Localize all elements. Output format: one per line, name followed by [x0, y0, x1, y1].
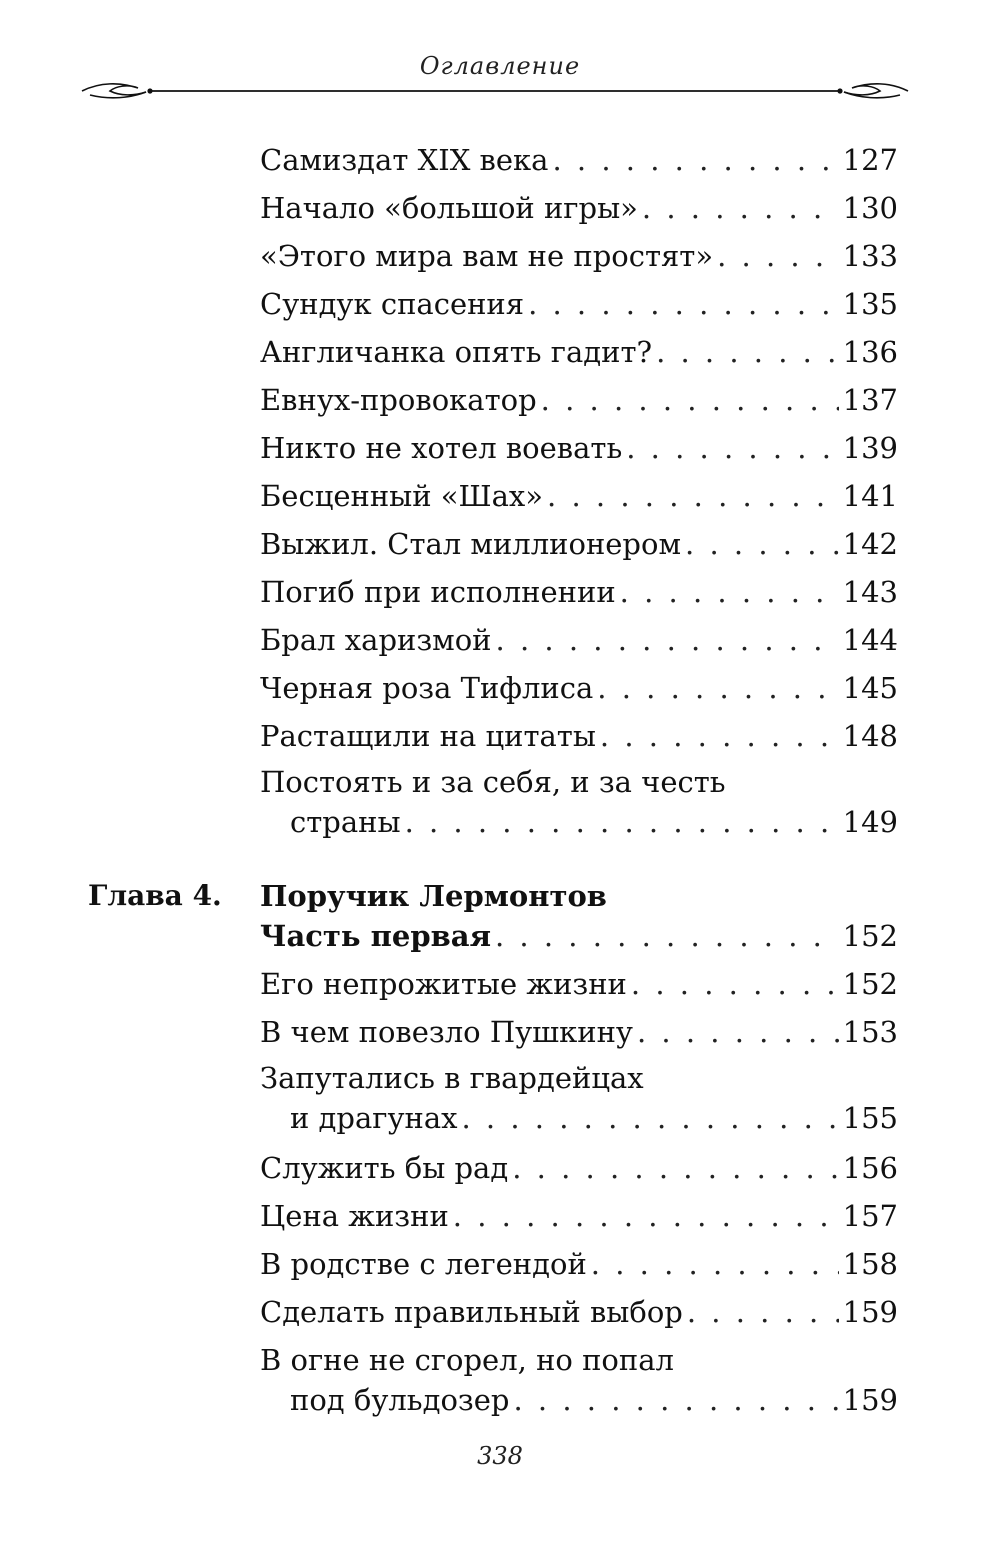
toc-entry-title: Выжил. Стал миллионером — [260, 527, 682, 561]
toc-entry-page: 136 — [842, 335, 898, 369]
toc-entry-page: 141 — [842, 479, 898, 513]
toc-entry-page: 155 — [842, 1101, 898, 1135]
toc-entry[interactable] — [260, 1244, 898, 1284]
leader-dots — [495, 916, 839, 956]
toc-entry-page: 142 — [842, 527, 898, 561]
toc-entry-title-continued: страны — [290, 805, 401, 839]
toc-entry-title: Служить бы рад — [260, 1151, 509, 1185]
toc-entry-page: 153 — [842, 1015, 898, 1049]
leader-dots — [496, 620, 839, 660]
running-head: Оглавление — [419, 52, 581, 80]
chapter-title: Поручик Лермонтов — [260, 879, 607, 913]
toc-entry[interactable] — [260, 188, 898, 228]
toc-entry-page: 145 — [842, 671, 898, 705]
toc-entry-page: 135 — [842, 287, 898, 321]
toc-entry-page: 152 — [842, 967, 898, 1001]
toc-entry[interactable] — [260, 1196, 898, 1236]
toc-entry-title: Никто не хотел воевать — [260, 431, 623, 465]
toc-entry-page: 137 — [842, 383, 898, 417]
toc-entry[interactable] — [260, 524, 898, 564]
toc-entry-title: Сделать правильный выбор — [260, 1295, 683, 1329]
toc-entry-page: 156 — [842, 1151, 898, 1185]
toc-entry-page: 159 — [842, 1295, 898, 1329]
toc-entry-title: Бесценный «Шах» — [260, 479, 544, 513]
toc-entry-title: Постоять и за себя, и за честь — [260, 765, 726, 799]
leader-dots — [685, 524, 839, 564]
toc-entry-title: В огне не сгорел, но попал — [260, 1343, 674, 1377]
toc-entry-title: Англичанка опять гадит? — [260, 335, 653, 369]
toc-entry[interactable] — [260, 140, 898, 180]
leader-dots — [453, 1196, 839, 1236]
toc-entry-page: 127 — [842, 143, 898, 177]
toc-entry-page: 158 — [842, 1247, 898, 1281]
toc-entry-title: Евнух-провокатор — [260, 383, 537, 417]
leader-dots — [528, 284, 839, 324]
leader-dots — [552, 140, 838, 180]
leader-dots — [637, 1012, 839, 1052]
toc-entry[interactable] — [260, 236, 898, 276]
toc-entry-title: Запутались в гвардейцах — [260, 1061, 644, 1095]
leader-dots — [642, 188, 839, 228]
leader-dots — [620, 572, 839, 612]
toc-entry[interactable] — [260, 964, 898, 1004]
toc-entry[interactable] — [260, 380, 898, 420]
leader-dots — [597, 668, 838, 708]
toc-entry[interactable] — [260, 284, 898, 324]
toc-entry-title-continued: под бульдозер — [290, 1383, 510, 1417]
toc-entry-page: 149 — [842, 805, 898, 839]
leader-dots — [600, 716, 839, 756]
toc-entry-title: В чем повезло Пушкину — [260, 1015, 633, 1049]
toc-entry-page: 152 — [842, 919, 898, 953]
toc-entry-title: Брал харизмой — [260, 623, 492, 657]
page-number: 338 — [477, 1442, 523, 1470]
toc-entry[interactable] — [260, 476, 898, 516]
toc-entry-page: 130 — [842, 191, 898, 225]
toc-entry-title: Начало «большой игры» — [260, 191, 638, 225]
leader-dots — [513, 1380, 838, 1420]
leader-dots — [541, 380, 839, 420]
toc-entry[interactable] — [260, 620, 898, 660]
toc-entry[interactable] — [260, 716, 898, 756]
toc-entry-page: 144 — [842, 623, 898, 657]
leader-dots — [656, 332, 839, 372]
toc-entry[interactable] — [260, 1148, 898, 1188]
toc-entry[interactable] — [260, 668, 898, 708]
toc-entry-page: 159 — [842, 1383, 898, 1417]
toc-entry[interactable] — [260, 572, 898, 612]
toc-entry-title: Цена жизни — [260, 1199, 449, 1233]
leader-dots — [512, 1148, 838, 1188]
toc-entry-title: «Этого мира вам не простят» — [260, 239, 714, 273]
leader-dots — [591, 1244, 839, 1284]
toc-entry-page: 143 — [842, 575, 898, 609]
leader-dots — [547, 476, 839, 516]
toc-part-title: Часть первая — [260, 919, 491, 953]
toc-entry-title: Растащили на цитаты — [260, 719, 596, 753]
toc-entry-page: 157 — [842, 1199, 898, 1233]
leader-dots — [717, 236, 839, 276]
toc-entry[interactable] — [260, 1292, 898, 1332]
toc-entry[interactable] — [260, 1012, 898, 1052]
toc-entry-title: Самиздат XIX века — [260, 143, 549, 177]
toc-entry-title: Его непрожитые жизни — [260, 967, 627, 1001]
toc-part-entry[interactable] — [260, 916, 898, 956]
toc-entry-title: Погиб при исполнении — [260, 575, 616, 609]
toc-entry-page: 148 — [842, 719, 898, 753]
leader-dots — [462, 1098, 839, 1138]
leader-dots — [631, 964, 839, 1004]
toc-entry-page: 133 — [842, 239, 898, 273]
toc-entry-title: Черная роза Тифлиса — [260, 671, 594, 705]
toc-entry-wrapped[interactable] — [260, 1340, 898, 1420]
leader-dots — [405, 802, 839, 842]
toc-entry-title-continued: и драгунах — [290, 1101, 458, 1135]
ornamental-rule — [80, 80, 910, 102]
leader-dots — [687, 1292, 839, 1332]
toc-entry-wrapped[interactable] — [260, 762, 898, 842]
toc-entry-page: 139 — [842, 431, 898, 465]
chapter-label: Глава 4. — [88, 879, 222, 912]
leader-dots — [626, 428, 838, 468]
toc-entry-wrapped[interactable] — [260, 1058, 898, 1138]
toc-entry[interactable] — [260, 332, 898, 372]
toc-entry-title: В родстве с легендой — [260, 1247, 587, 1281]
toc-entry-title: Сундук спасения — [260, 287, 525, 321]
toc-entry[interactable] — [260, 428, 898, 468]
